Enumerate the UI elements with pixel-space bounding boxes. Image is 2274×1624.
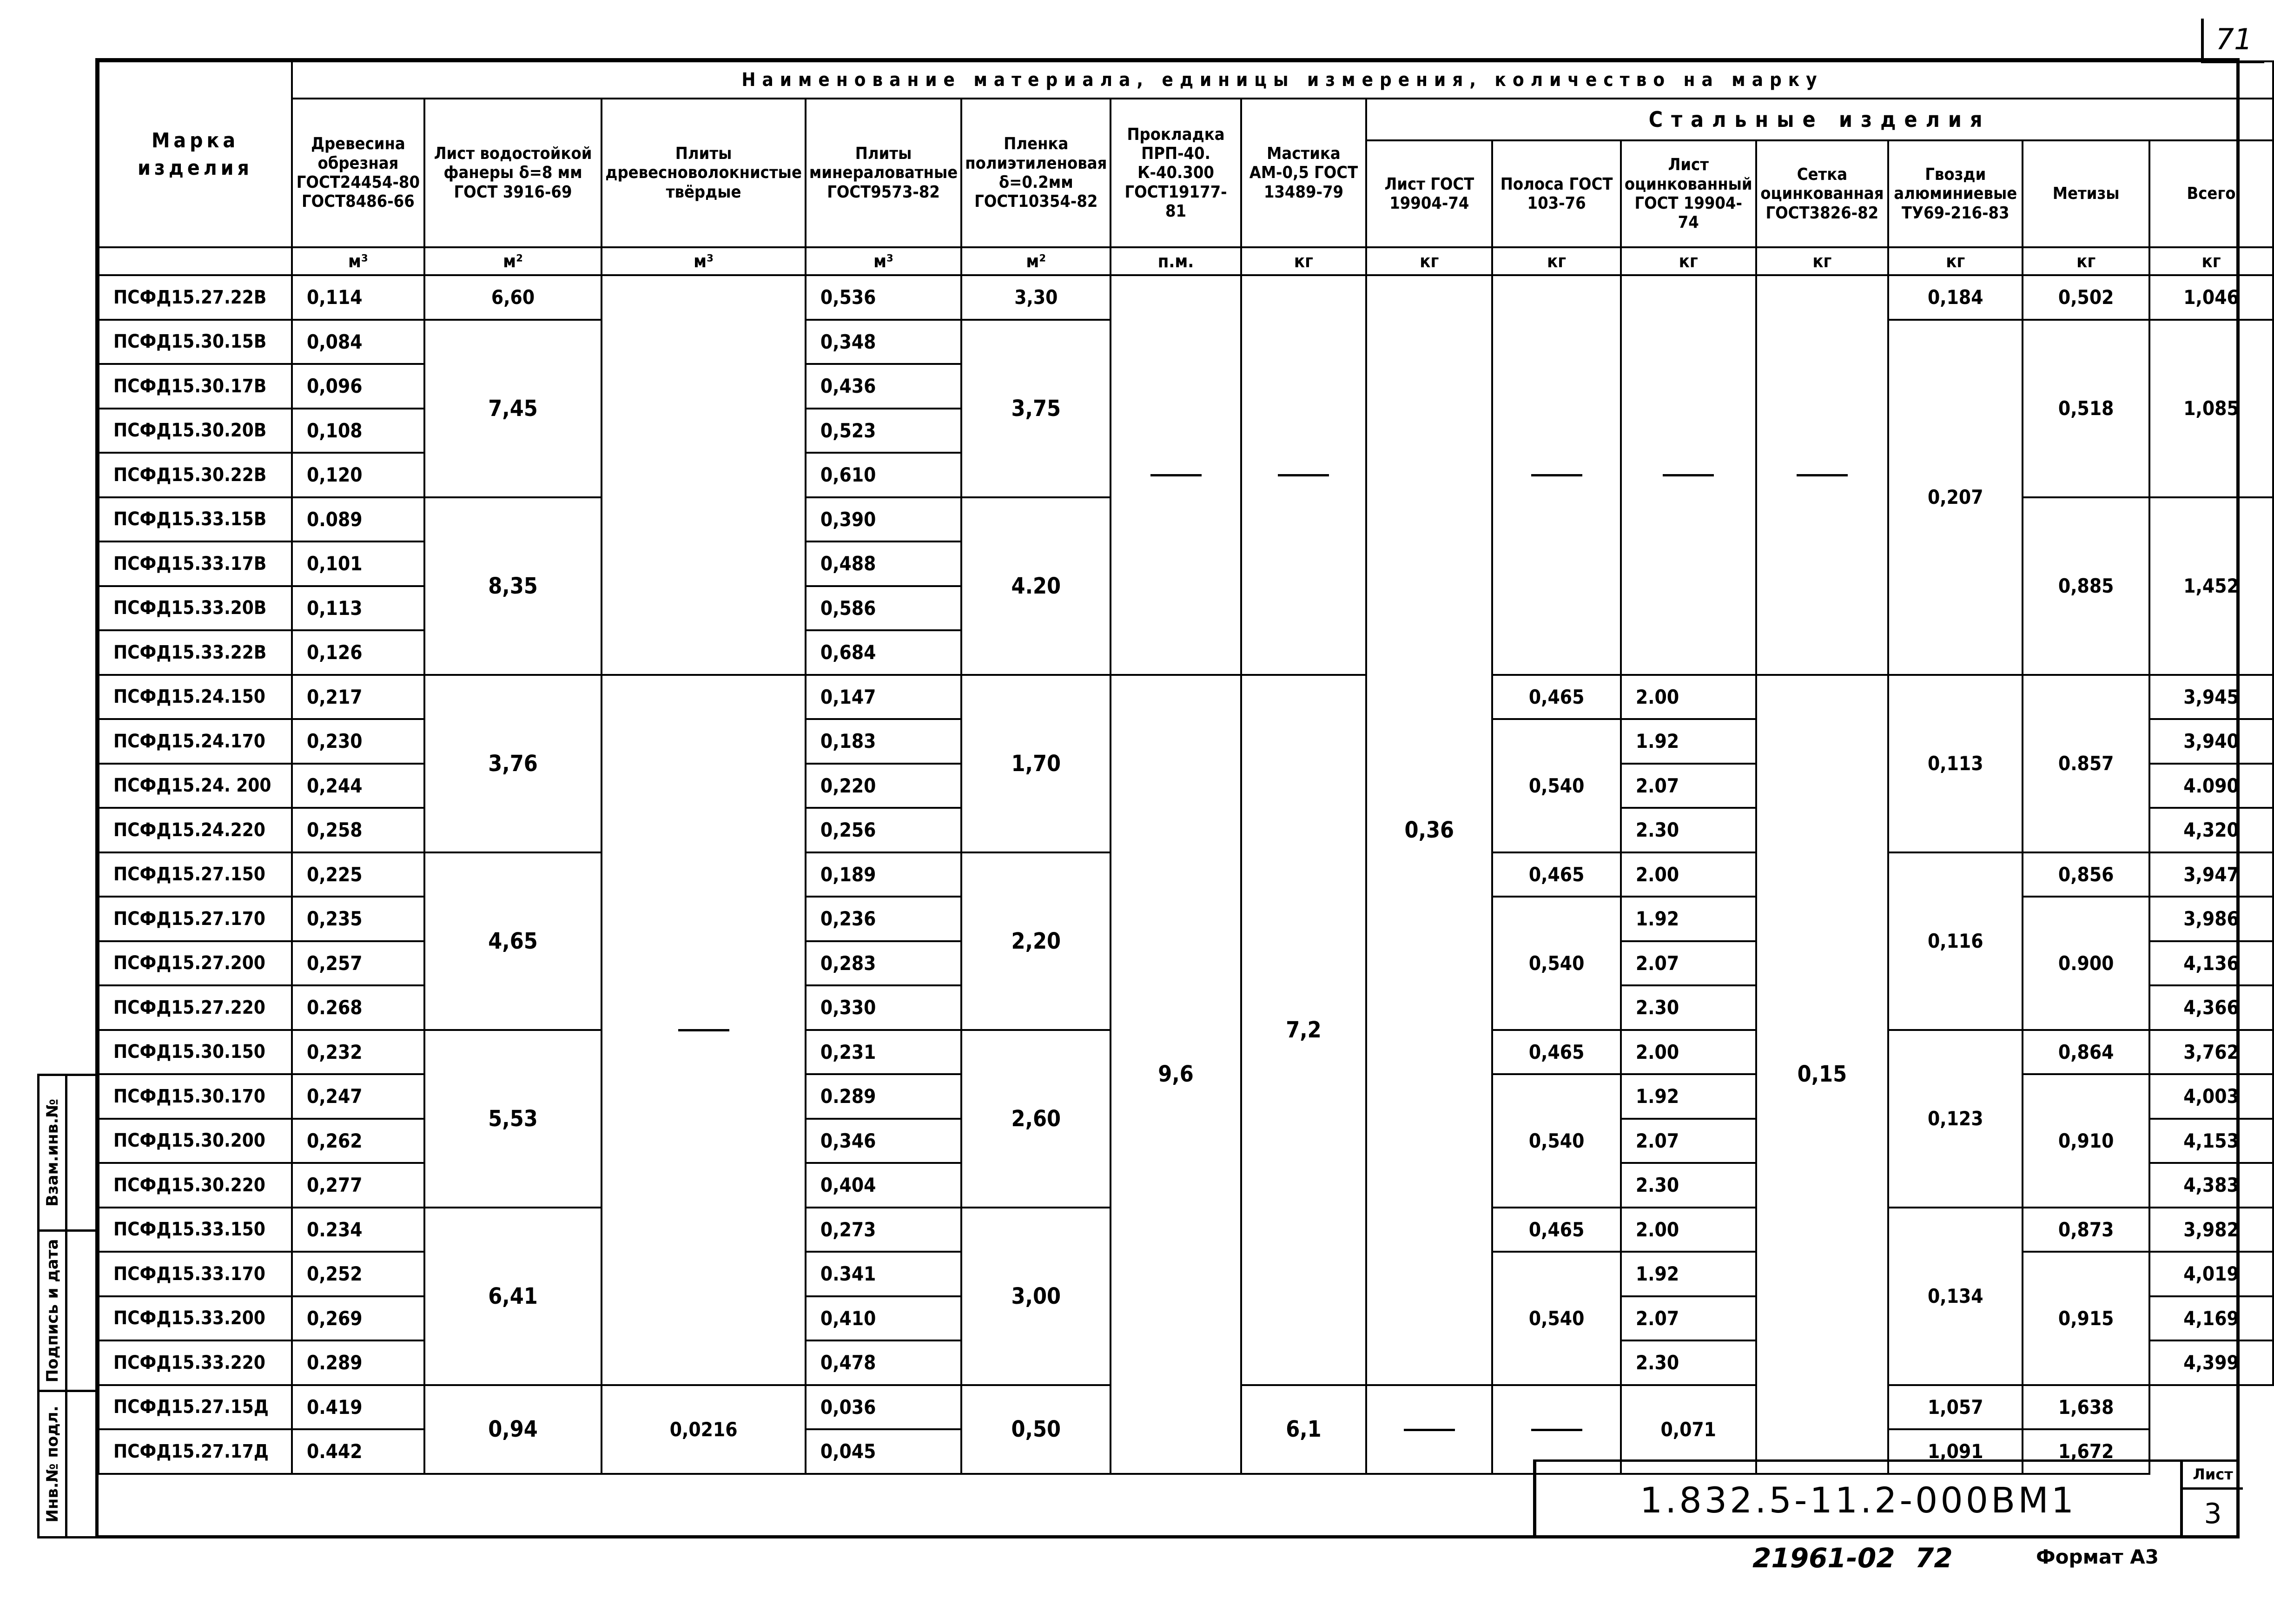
mesh-cell: 0,15 (1756, 675, 1889, 1474)
wood-cell: 0,225 (292, 852, 424, 897)
mineral-cell: 0,488 (806, 541, 961, 586)
wood-cell: 0,269 (292, 1296, 424, 1341)
side-stamp (37, 1074, 98, 1538)
total-cell: 4,320 (2149, 808, 2273, 852)
unit-cell: кг (1241, 247, 1367, 275)
galv-sheet-cell: 2.00 (1621, 852, 1756, 897)
wood-cell: 0,217 (292, 675, 424, 720)
mineral-cell: 0,410 (806, 1296, 961, 1341)
title-stamp (1533, 1459, 2240, 1538)
side-label: Инв.№ подл. (43, 1406, 62, 1523)
side-label: Подпись и дата (43, 1239, 62, 1383)
total-cell: 4,366 (2149, 985, 2273, 1030)
mineral-cell: 0,273 (806, 1208, 961, 1252)
col-header-hardware: Метизы (2023, 140, 2149, 247)
total-cell: 1,452 (2149, 497, 2273, 675)
wood-cell: 0.089 (292, 497, 424, 542)
col-header-galv-sheet: Лист оцинкованный ГОСТ 19904-74 (1621, 140, 1756, 247)
film-cell: 4.20 (961, 497, 1111, 675)
film-cell: 1,70 (961, 675, 1111, 852)
total-cell: 4,003 (2149, 1074, 2273, 1119)
total-cell: 1,046 (2149, 275, 2273, 320)
galv-sheet-cell: 2.07 (1621, 1296, 1756, 1341)
mark-cell: ПСФД15.27.15Д (99, 1385, 292, 1430)
hardware-cell: 0,915 (2023, 1252, 2149, 1385)
total-cell: 3,982 (2149, 1208, 2273, 1252)
strip-dash (1366, 1385, 1492, 1474)
hardware-cell: 0,864 (2023, 1030, 2149, 1075)
hardware-cell: 0,518 (2023, 320, 2149, 497)
mark-cell: ПСФД15.30.220 (99, 1163, 292, 1208)
unit-cell: кг (1756, 247, 1889, 275)
table-title: Наименование материала, единицы измерения, количество на марку (292, 61, 2273, 99)
galv-sheet-cell: 2.30 (1621, 808, 1756, 852)
col-header-wood: Древесина обрезная ГОСТ24454-80 ГОСТ8486-66 (292, 99, 424, 247)
film-cell: 2,60 (961, 1030, 1111, 1208)
galv-sheet-dash (1621, 275, 1756, 675)
col-header-gasket: Прокладка ПРП-40. К-40.300 ГОСТ19177-81 (1111, 99, 1241, 247)
mineral-cell: 0,536 (806, 275, 961, 320)
mark-cell: ПСФД15.33.20В (99, 586, 292, 631)
mineral-cell: 0,236 (806, 897, 961, 941)
strip-cell: 0,540 (1492, 897, 1621, 1030)
mineral-cell: 0,283 (806, 941, 961, 986)
total-cell: 4,399 (2149, 1340, 2273, 1385)
col-header-nails: Гвозди алюминиевые ТУ69-216-83 (1888, 140, 2023, 247)
mineral-cell: 0,586 (806, 586, 961, 631)
side-label-box (40, 1232, 67, 1390)
nails-cell: 0,113 (1888, 675, 2023, 852)
plywood-cell: 6,60 (424, 275, 602, 320)
mark-cell: ПСФД15.27.170 (99, 897, 292, 941)
col-header-mineral: Плиты минераловатные ГОСТ9573-82 (806, 99, 961, 247)
plywood-cell: 3,76 (424, 675, 602, 852)
fibreboard-dash (602, 675, 806, 1385)
hardware-cell: 0.900 (2023, 897, 2149, 1030)
total-cell: 4,383 (2149, 1163, 2273, 1208)
mineral-cell: 0,183 (806, 719, 961, 764)
wood-cell: 0,244 (292, 764, 424, 808)
film-cell: 3,75 (961, 320, 1111, 497)
total-cell: 4,019 (2149, 1252, 2273, 1296)
nails-cell: 0,071 (1621, 1385, 1756, 1474)
mineral-cell: 0,231 (806, 1030, 961, 1075)
mark-cell: ПСФД15.27.17Д (99, 1429, 292, 1474)
mark-cell: ПСФД15.33.15В (99, 497, 292, 542)
galv-sheet-cell: 2.00 (1621, 675, 1756, 720)
wood-cell: 0,126 (292, 630, 424, 675)
wood-cell: 0,120 (292, 453, 424, 497)
mark-cell: ПСФД15.30.20В (99, 409, 292, 453)
plywood-cell: 6,41 (424, 1208, 602, 1385)
mark-cell: ПСФД15.30.15В (99, 320, 292, 364)
mark-cell: ПСФД15.33.200 (99, 1296, 292, 1341)
document-code: 1.832.5-11.2-000ВМ1 (1639, 1479, 2077, 1521)
total-cell: 3,940 (2149, 719, 2273, 764)
mineral-cell: 0,610 (806, 453, 961, 497)
mark-cell: ПСФД15.33.170 (99, 1252, 292, 1296)
col-header-film: Пленка полиэтиленовая δ=0.2мм ГОСТ10354-82 (961, 99, 1111, 247)
galv-sheet-cell: 1.92 (1621, 1074, 1756, 1119)
strip-cell: 0,465 (1492, 1208, 1621, 1252)
hardware-cell: 0,885 (2023, 497, 2149, 675)
wood-cell: 0.234 (292, 1208, 424, 1252)
unit-cell: п.м. (1111, 247, 1241, 275)
unit-cell (99, 247, 292, 275)
col-header-sheet: Лист ГОСТ 19904-74 (1366, 140, 1492, 247)
dash-mark (1531, 474, 1582, 476)
nails-cell: 0,184 (1888, 275, 2023, 320)
total-cell: 1,672 (2023, 1429, 2149, 1474)
gasket-cell: 9,6 (1111, 675, 1241, 1474)
plywood-cell: 4,65 (424, 852, 602, 1030)
mineral-cell: 0,348 (806, 320, 961, 364)
strip-cell: 0,465 (1492, 1030, 1621, 1075)
total-cell: 4,169 (2149, 1296, 2273, 1341)
mark-header: Марка изделия (99, 61, 292, 247)
strip-cell: 0,540 (1492, 1252, 1621, 1385)
mark-cell: ПСФД15.27.22В (99, 275, 292, 320)
unit-cell: кг (1621, 247, 1756, 275)
col-header-total: Всего (2149, 140, 2273, 247)
mineral-cell: 0.341 (806, 1252, 961, 1296)
film-cell: 3,00 (961, 1208, 1111, 1385)
wood-cell: 0.442 (292, 1429, 424, 1474)
wood-cell: 0,114 (292, 275, 424, 320)
unit-cell: м³ (292, 247, 424, 275)
wood-cell: 0,230 (292, 719, 424, 764)
total-cell: 4.090 (2149, 764, 2273, 808)
hardware-cell: 0.857 (2023, 675, 2149, 852)
wood-cell: 0,113 (292, 586, 424, 631)
mineral-cell: 0.289 (806, 1074, 961, 1119)
wood-cell: 0,258 (292, 808, 424, 852)
dash-mark (1531, 1429, 1582, 1431)
side-cell-sign (37, 1229, 98, 1392)
wood-cell: 0,235 (292, 897, 424, 941)
mastic-cell: 7,2 (1241, 675, 1367, 1385)
col-header-fibreboard: Плиты древесноволокнистые твёрдые (602, 99, 806, 247)
mineral-cell: 0,404 (806, 1163, 961, 1208)
galv-sheet-cell: 1.92 (1621, 897, 1756, 941)
mineral-cell: 0,478 (806, 1340, 961, 1385)
side-label: Взам.инв.№ (43, 1099, 62, 1207)
wood-cell: 0,257 (292, 941, 424, 986)
total-cell: 3,986 (2149, 897, 2273, 941)
col-header-strip: Полоса ГОСТ 103-76 (1492, 140, 1621, 247)
mineral-cell: 0,189 (806, 852, 961, 897)
mark-cell: ПСФД15.30.17В (99, 364, 292, 409)
strip-cell: 0,540 (1492, 1074, 1621, 1208)
wood-cell: 0,277 (292, 1163, 424, 1208)
unit-cell: м³ (602, 247, 806, 275)
wood-cell: 0,101 (292, 541, 424, 586)
mineral-cell: 0,523 (806, 409, 961, 453)
dash-mark (1663, 474, 1714, 476)
strip-dash (1492, 275, 1621, 675)
film-cell: 3,30 (961, 275, 1111, 320)
total-cell: 1,638 (2023, 1385, 2149, 1430)
total-cell: 3,945 (2149, 675, 2273, 720)
mark-cell: ПСФД15.27.220 (99, 985, 292, 1030)
film-cell: 2,20 (961, 852, 1111, 1030)
side-cell-inv (37, 1390, 98, 1538)
galv-sheet-cell: 2.07 (1621, 941, 1756, 986)
mineral-cell: 0,684 (806, 630, 961, 675)
total-cell: 3,947 (2149, 852, 2273, 897)
strip-cell: 0,540 (1492, 719, 1621, 852)
galv-sheet-cell: 1.92 (1621, 1252, 1756, 1296)
wood-cell: 0,262 (292, 1119, 424, 1163)
side-label-box (40, 1076, 67, 1229)
mineral-cell: 0,220 (806, 764, 961, 808)
galv-sheet-cell: 2.30 (1621, 985, 1756, 1030)
total-cell: 1,085 (2149, 320, 2273, 497)
format-label: Формат А3 (2036, 1545, 2159, 1568)
materials-table (98, 60, 2274, 1475)
mark-cell: ПСФД15.24.150 (99, 675, 292, 720)
mineral-cell: 0,330 (806, 985, 961, 1030)
mark-cell: ПСФД15.27.200 (99, 941, 292, 986)
table-row (99, 675, 2273, 720)
wood-cell: 0,084 (292, 320, 424, 364)
mark-cell: ПСФД15.27.150 (99, 852, 292, 897)
mark-cell: ПСФД15.30.170 (99, 1074, 292, 1119)
hardware-cell: 1,057 (1888, 1385, 2023, 1430)
galv-sheet-cell: 2.07 (1621, 764, 1756, 808)
mineral-cell: 0,036 (806, 1385, 961, 1430)
mark-cell: ПСФД15.30.200 (99, 1119, 292, 1163)
mastic-dash (1241, 275, 1367, 675)
mark-cell: ПСФД15.33.22В (99, 630, 292, 675)
unit-cell: кг (2149, 247, 2273, 275)
wood-cell: 0,252 (292, 1252, 424, 1296)
col-header-mastic: Мастика АМ-0,5 ГОСТ 13489-79 (1241, 99, 1367, 247)
plywood-cell: 5,53 (424, 1030, 602, 1208)
wood-cell: 0.419 (292, 1385, 424, 1430)
plywood-cell: 8,35 (424, 497, 602, 675)
mark-cell: ПСФД15.24.170 (99, 719, 292, 764)
mineral-cell: 0,045 (806, 1429, 961, 1474)
mark-cell: ПСФД15.33.150 (99, 1208, 292, 1252)
total-cell: 4,153 (2149, 1119, 2273, 1163)
mark-cell: ПСФД15.33.220 (99, 1340, 292, 1385)
order-number: 21961-02 (1752, 1542, 1895, 1574)
page-number: 72 (1915, 1542, 1953, 1574)
dash-mark (678, 1029, 729, 1031)
unit-cell: кг (2023, 247, 2149, 275)
hardware-cell: 0,873 (2023, 1208, 2149, 1252)
unit-cell: м³ (806, 247, 961, 275)
total-cell: 4,136 (2149, 941, 2273, 986)
mark-cell: ПСФД15.33.17В (99, 541, 292, 586)
nails-cell: 0,116 (1888, 852, 2023, 1030)
dash-mark (1278, 474, 1329, 476)
strip-cell: 0,465 (1492, 852, 1621, 897)
dash-mark (1797, 474, 1848, 476)
nails-cell: 0,207 (1888, 320, 2023, 675)
hardware-cell: 0,856 (2023, 852, 2149, 897)
unit-cell: м² (961, 247, 1111, 275)
col-header-mesh: Сетка оцинкованная ГОСТ3826-82 (1756, 140, 1889, 247)
steel-group-header: Стальные изделия (1366, 99, 2273, 140)
fibreboard-empty (602, 275, 806, 675)
sheet-label: Лист (2183, 1462, 2243, 1490)
hardware-cell: 1,091 (1888, 1429, 2023, 1474)
mineral-cell: 0,436 (806, 364, 961, 409)
galv-sheet-cell: 2.30 (1621, 1163, 1756, 1208)
galv-sheet-cell: 2.00 (1621, 1208, 1756, 1252)
dash-mark (1404, 1429, 1455, 1431)
galv-sheet-cell: 2.00 (1621, 1030, 1756, 1075)
wood-cell: 0,247 (292, 1074, 424, 1119)
mineral-cell: 0,390 (806, 497, 961, 542)
mineral-cell: 0,147 (806, 675, 961, 720)
mineral-cell: 0,256 (806, 808, 961, 852)
unit-cell: кг (1366, 247, 1492, 275)
mark-cell: ПСФД15.30.150 (99, 1030, 292, 1075)
mark-cell: ПСФД15.24. 200 (99, 764, 292, 808)
strip-cell: 0,465 (1492, 675, 1621, 720)
col-header-plywood: Лист водостойкой фанеры δ=8 мм ГОСТ 3916-69 (424, 99, 602, 247)
mark-cell: ПСФД15.30.22В (99, 453, 292, 497)
hardware-cell: 0,502 (2023, 275, 2149, 320)
galv-sheet-cell: 2.30 (1621, 1340, 1756, 1385)
unit-cell: кг (1888, 247, 2023, 275)
fibreboard-cell: 0,0216 (602, 1385, 806, 1474)
wood-cell: 0.289 (292, 1340, 424, 1385)
wood-cell: 0.268 (292, 985, 424, 1030)
mark-cell: ПСФД15.24.220 (99, 808, 292, 852)
side-cell-replace (37, 1074, 98, 1232)
sheet-no: 3 (2204, 1498, 2222, 1530)
wood-cell: 0,232 (292, 1030, 424, 1075)
mineral-cell: 0,346 (806, 1119, 961, 1163)
galv-sheet-cell: 2.07 (1621, 1119, 1756, 1163)
film-cell: 0,50 (961, 1385, 1111, 1474)
gasket-dash (1111, 275, 1241, 675)
dash-mark (1150, 474, 1202, 476)
table-row (99, 275, 2273, 320)
wood-cell: 0,096 (292, 364, 424, 409)
plywood-cell: 0,94 (424, 1385, 602, 1474)
sheet-cell: 0,36 (1366, 275, 1492, 1385)
sheet-box (2180, 1462, 2243, 1538)
galv-sheet-cell: 1.92 (1621, 719, 1756, 764)
unit-cell: м² (424, 247, 602, 275)
nails-cell: 0,123 (1888, 1030, 2023, 1208)
side-label-box (40, 1392, 67, 1536)
mesh-dash (1756, 275, 1889, 675)
nails-cell: 0,134 (1888, 1208, 2023, 1385)
plywood-cell: 7,45 (424, 320, 602, 497)
sheet-number: 71 (2201, 19, 2264, 63)
mastic-cell: 6,1 (1241, 1385, 1367, 1474)
wood-cell: 0,108 (292, 409, 424, 453)
unit-cell: кг (1492, 247, 1621, 275)
hardware-cell: 0,910 (2023, 1074, 2149, 1208)
total-cell: 3,762 (2149, 1030, 2273, 1075)
